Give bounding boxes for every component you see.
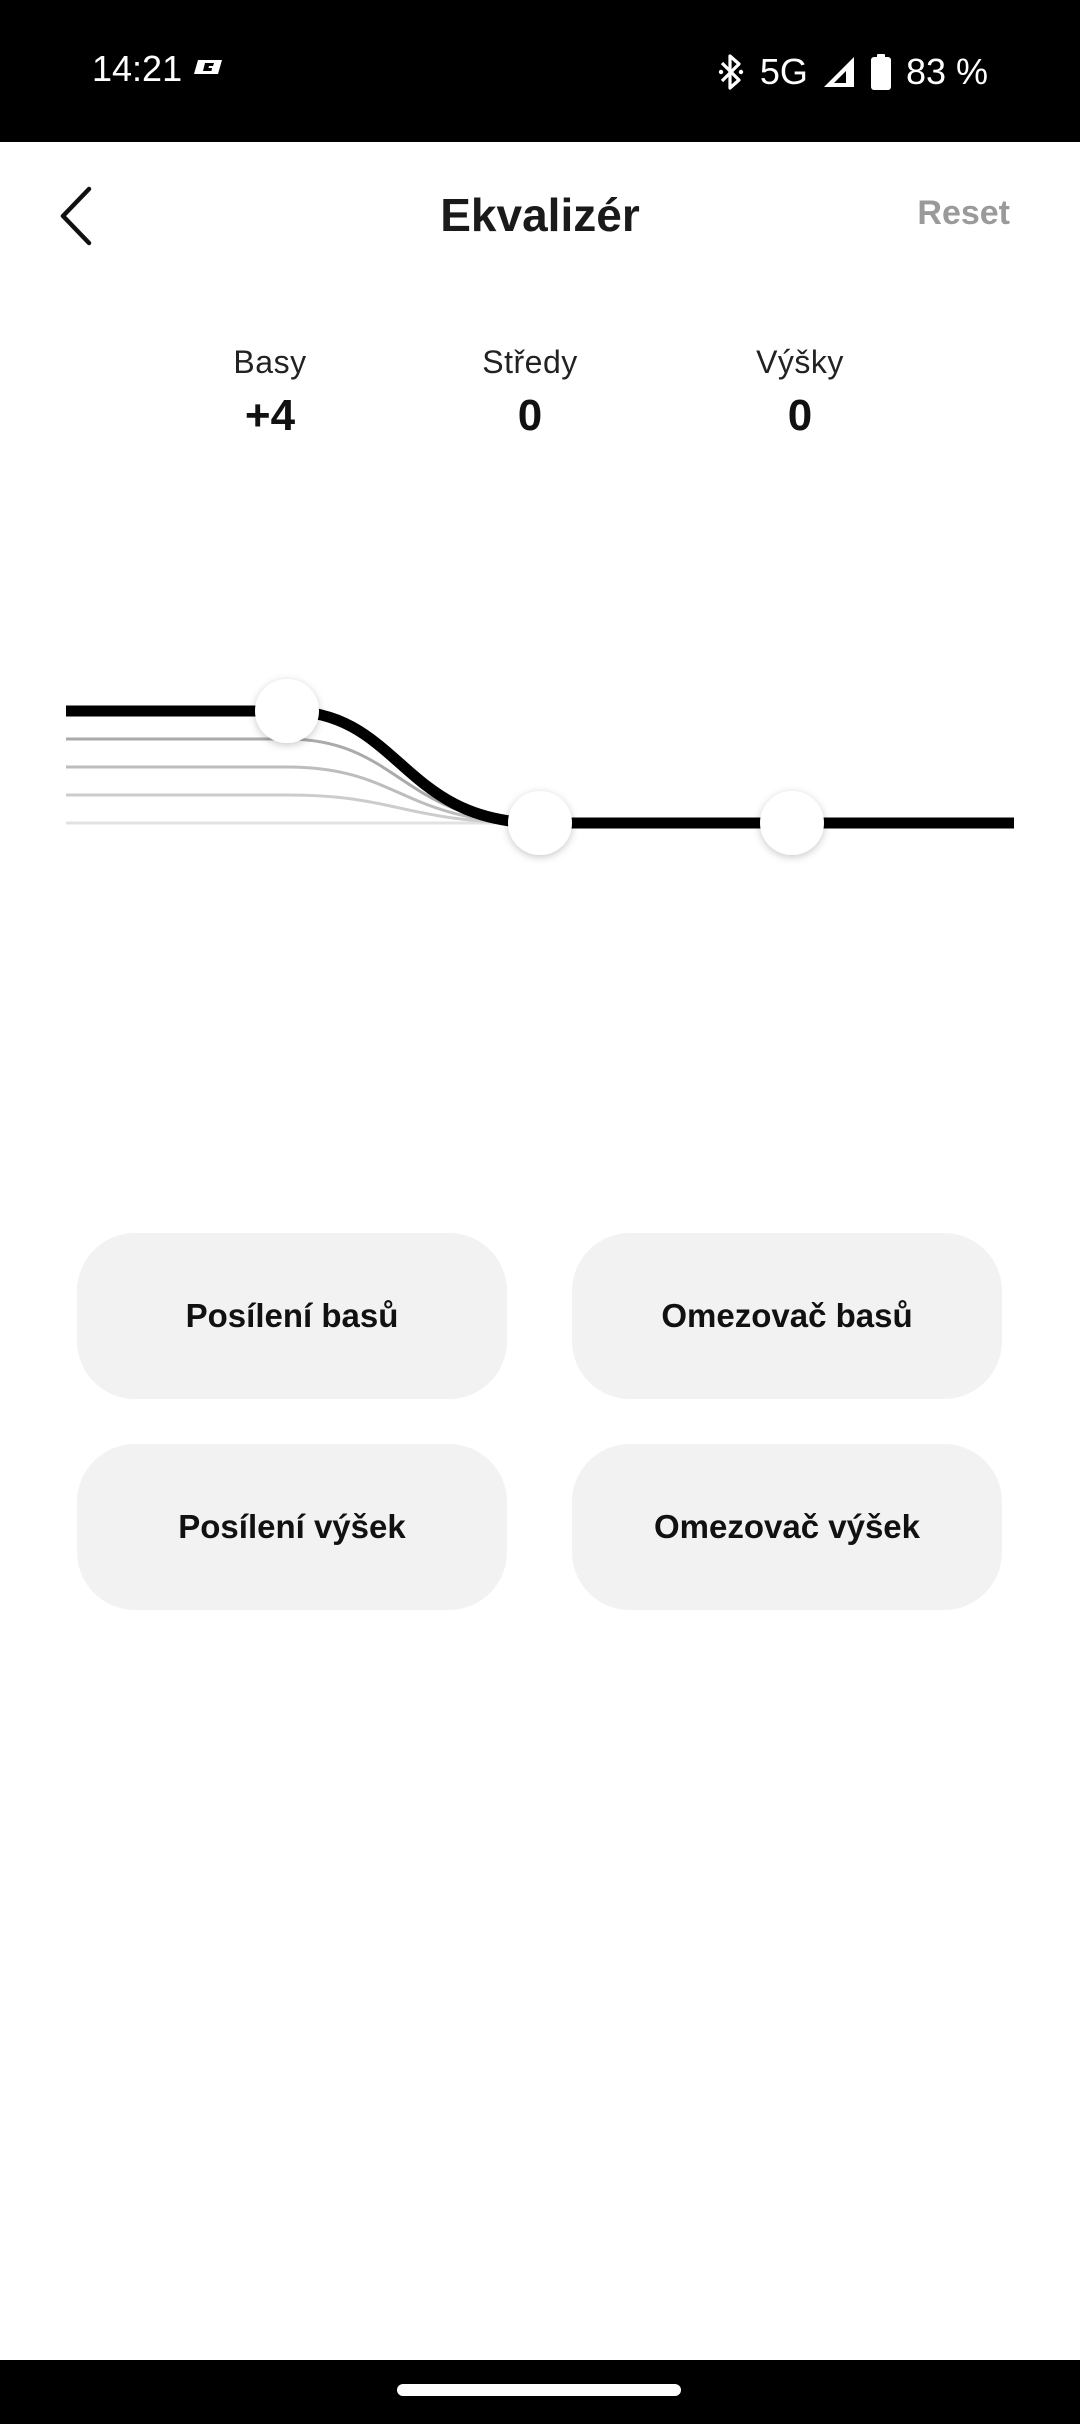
header <box>0 142 1080 292</box>
mid-knob[interactable] <box>508 791 572 855</box>
band-bass <box>150 344 390 441</box>
network-type: 5G <box>759 51 808 92</box>
preset-bass-boost-button[interactable]: Posílení basů <box>77 1233 507 1399</box>
app-logo-icon <box>192 58 226 81</box>
eq-knobs[interactable] <box>255 679 824 855</box>
preset-bass-reducer-button[interactable]: Omezovač basů <box>572 1233 1002 1399</box>
status-time: 14:21 <box>92 48 183 89</box>
bluetooth-icon <box>716 52 746 92</box>
preset-treble-reducer-button[interactable]: Omezovač výšek <box>572 1444 1002 1610</box>
page-title: Ekvalizér <box>440 189 640 241</box>
band-value: 0 <box>517 391 543 440</box>
band-label: Basy <box>233 344 307 380</box>
status-bar <box>0 0 1080 142</box>
band-value: +4 <box>244 391 296 440</box>
treble-knob[interactable] <box>760 791 824 855</box>
bass-knob[interactable] <box>255 679 319 743</box>
battery-icon <box>870 53 892 91</box>
status-icons <box>716 48 988 96</box>
band-mid <box>410 344 650 441</box>
band-value: 0 <box>787 391 813 440</box>
signal-icon <box>822 55 856 89</box>
reset-button[interactable]: Reset <box>917 194 1010 232</box>
eq-curve-graph <box>0 600 1080 960</box>
band-treble <box>680 344 920 441</box>
band-label: Středy <box>482 344 578 380</box>
preset-treble-boost-button[interactable]: Posílení výšek <box>77 1444 507 1610</box>
home-indicator[interactable] <box>397 2384 681 2396</box>
band-label: Výšky <box>756 344 844 380</box>
battery-percentage: 83 % <box>905 51 988 92</box>
navigation-bar <box>0 2360 1080 2424</box>
